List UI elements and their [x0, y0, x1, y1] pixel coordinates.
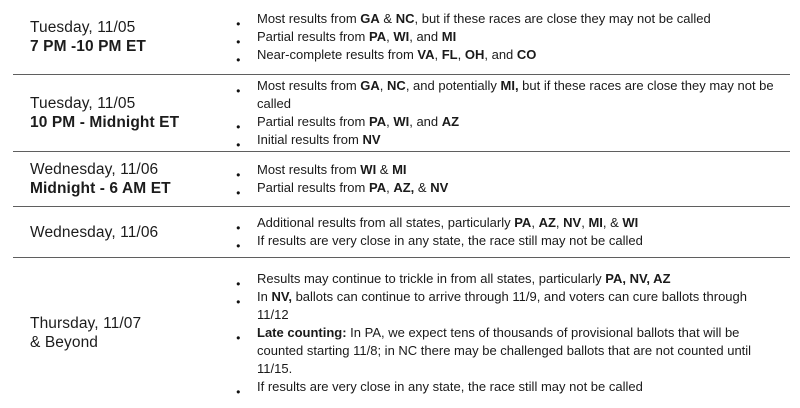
bullet-item [234, 378, 780, 396]
date-line: Wednesday, 11/06 [30, 223, 159, 241]
text-segment: In PA, we expect tens of thousands of provisional ballots that will be counted starting 11/8; in NC there may be challenged ballots that are not counted until 11/15. [257, 325, 752, 376]
text-segment: In [257, 289, 272, 304]
text-segment: PA [368, 114, 387, 129]
text-segment: Results may continue to trickle in from all states, particularly [257, 271, 606, 286]
bullet-item [234, 214, 780, 232]
text-segment: AZ, [393, 180, 415, 195]
schedule-row [13, 0, 790, 75]
text-segment: & [379, 11, 396, 26]
text-segment: , [379, 78, 388, 93]
bullets-cell [222, 207, 790, 257]
text-segment: NC [395, 11, 415, 26]
text-segment: NC [387, 78, 406, 93]
bullet-item [234, 232, 780, 250]
date-line: & Beyond [30, 334, 99, 351]
text-segment: , [531, 215, 539, 230]
text-segment: NV [430, 180, 449, 195]
date-line: Thursday, 11/07 [30, 315, 142, 332]
text-segment: PA [368, 29, 387, 44]
date-cell [13, 75, 222, 151]
text-segment: , [386, 180, 394, 195]
schedule-row [13, 207, 790, 258]
text-segment: , and [484, 47, 517, 62]
text-segment: If results are very close in any state, the race still may not be called [257, 233, 643, 248]
text-segment: MI, [500, 78, 519, 93]
text-segment: & [414, 180, 431, 195]
date-line: Tuesday, 11/05 [30, 19, 136, 36]
date-line: 7 PM -10 PM ET [30, 38, 146, 55]
text-segment: WI [393, 114, 410, 129]
schedule-row [13, 75, 790, 152]
text-segment: , but if these races are close they may not be called [414, 11, 711, 26]
bullet-item [234, 10, 780, 28]
text-segment: AZ [538, 215, 556, 230]
text-segment: VA [417, 47, 435, 62]
text-segment: PA, NV, AZ [605, 271, 671, 286]
text-segment: If results are very close in any state, the race still may not be called [257, 379, 643, 394]
text-segment: GA [360, 11, 380, 26]
date-cell [13, 152, 222, 206]
text-segment: , [386, 114, 394, 129]
bullet-list [234, 10, 780, 64]
text-segment: , [581, 215, 589, 230]
text-segment: MI [392, 162, 407, 177]
text-segment: NV [563, 215, 582, 230]
bullet-item [234, 131, 780, 149]
bullet-item [234, 270, 780, 288]
bullet-item [234, 28, 780, 46]
bullets-cell [222, 258, 790, 408]
schedule-row [13, 152, 790, 207]
text-segment: Late counting: [257, 325, 347, 340]
date-line: Midnight - 6 AM ET [30, 180, 171, 197]
text-segment: OH [464, 47, 485, 62]
bullets-cell [222, 75, 790, 151]
text-segment: & [376, 162, 393, 177]
text-segment: , [457, 47, 465, 62]
bullet-item [234, 46, 780, 64]
text-segment: , and [409, 29, 442, 44]
bullet-list [234, 270, 780, 396]
text-segment: , [555, 215, 564, 230]
text-segment: Most results from [257, 162, 361, 177]
bullet-item [234, 324, 780, 378]
text-segment: MI [441, 29, 457, 44]
text-segment: FL [441, 47, 458, 62]
bullet-item [234, 113, 780, 131]
text-segment: GA [360, 78, 380, 93]
text-segment: Partial results from [257, 114, 369, 129]
date-line: 10 PM - Midnight ET [30, 114, 180, 131]
bullet-item [234, 288, 780, 324]
bullet-item [234, 179, 780, 197]
date-line: Tuesday, 11/05 [30, 95, 136, 112]
text-segment: NV, [271, 289, 292, 304]
text-segment: NV [362, 132, 381, 147]
text-segment: WI [622, 215, 639, 230]
date-cell [13, 258, 222, 408]
text-segment: but if these races are close they may not be called [257, 78, 774, 111]
date-cell [13, 0, 222, 74]
text-segment: CO [516, 47, 537, 62]
text-segment: WI [360, 162, 377, 177]
text-segment: PA [514, 215, 532, 230]
text-segment: PA [368, 180, 387, 195]
text-segment: Additional results from all states, particularly [257, 215, 515, 230]
bullets-cell [222, 0, 790, 74]
date-cell [13, 207, 222, 257]
text-segment: , [434, 47, 442, 62]
date-line: Wednesday, 11/06 [30, 161, 159, 178]
text-segment: Initial results from [257, 132, 363, 147]
text-segment: Most results from [257, 11, 361, 26]
bullet-list [234, 214, 780, 250]
text-segment: , & [602, 215, 623, 230]
text-segment: Near-complete results from [257, 47, 418, 62]
text-segment: Most results from [257, 78, 361, 93]
text-segment: AZ [441, 114, 460, 129]
text-segment: Partial results from [257, 180, 369, 195]
bullet-item [234, 77, 780, 113]
text-segment: MI [588, 215, 603, 230]
text-segment: WI [393, 29, 410, 44]
text-segment: , and [409, 114, 442, 129]
bullets-cell [222, 152, 790, 206]
bullet-list [234, 77, 780, 149]
bullet-item [234, 161, 780, 179]
bullet-list [234, 161, 780, 197]
schedule-row [13, 258, 790, 408]
text-segment: , and potentially [405, 78, 501, 93]
text-segment: , [386, 29, 394, 44]
text-segment: Partial results from [257, 29, 369, 44]
text-segment: ballots can continue to arrive through 11/9, and voters can cure ballots through 11/12 [257, 289, 747, 322]
